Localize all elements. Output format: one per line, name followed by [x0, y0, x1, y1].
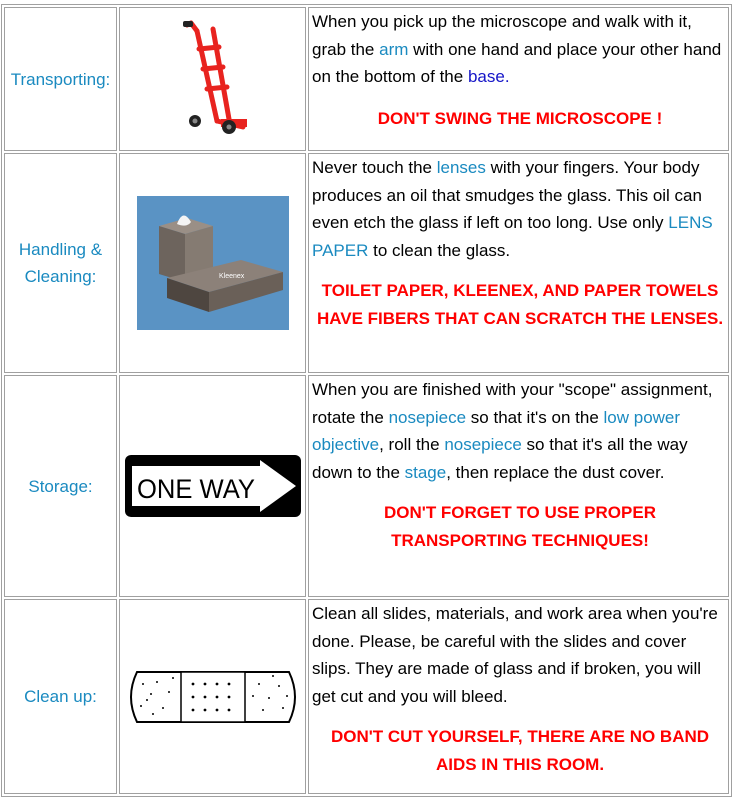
label-cell: [4, 153, 117, 373]
text-segment: When you are finished with your "scope" assignment, rotate the: [312, 380, 713, 427]
text-segment: with one hand and place your other hand on the bottom of the: [312, 39, 722, 86]
table-row-handling-cleaning: [4, 153, 729, 373]
image-cell: [119, 375, 306, 597]
arm-link[interactable]: arm: [379, 39, 409, 59]
image-cell: [119, 599, 306, 794]
low-power-objective-link[interactable]: low power objective: [312, 407, 681, 454]
text-segment: to clean the glass.: [368, 240, 511, 260]
row-label-storage: Storage:: [28, 476, 93, 496]
warning-text: TOILET PAPER, KLEENEX, AND PAPER TOWELS HAVE FIBERS THAT CAN SCRATCH THE LENSES.: [316, 281, 724, 328]
image-cell: [119, 153, 306, 373]
row-description: [312, 154, 728, 264]
row-description: Clean all slides, materials, and work area when you're done. Please, be careful with the slides and cover slips. They are made of glass and if broken, you will get cut and you will bleed.: [312, 604, 718, 706]
text-segment: , roll the: [379, 435, 445, 454]
microscope-care-table: [1, 4, 732, 797]
box-brand-text: Kleenex: [218, 273, 244, 280]
label-cell: [4, 7, 117, 151]
row-description: [312, 376, 728, 486]
text-cell: [308, 153, 729, 373]
one-way-sign-icon: [124, 454, 302, 518]
text-cell: [308, 7, 729, 151]
text-segment: When you pick up the microscope and walk with it, grab the: [312, 12, 692, 59]
table-row-storage: [4, 375, 729, 597]
lens-paper-link[interactable]: LENS PAPER: [312, 213, 713, 260]
text-segment: .: [504, 67, 510, 86]
row-label-handling-cleaning: Handling & Cleaning:: [18, 240, 103, 286]
nosepiece-link[interactable]: nosepiece: [388, 407, 467, 427]
text-cell: [308, 375, 729, 597]
warning-text: DON'T SWING THE MICROSCOPE !: [377, 108, 663, 128]
label-cell: [4, 375, 117, 597]
row-label-clean-up: Clean up:: [24, 687, 97, 706]
text-segment: with your fingers. Your body produces an oil that smudges the glass. This oil can even etch the glass if left on too long. Use only: [312, 158, 702, 232]
tissue-boxes-icon: [137, 196, 289, 330]
text-cell: [308, 599, 729, 794]
warning-text: DON'T CUT YOURSELF, THERE ARE NO BAND AIDS IN THIS ROOM.: [330, 727, 710, 774]
image-cell: [119, 7, 306, 151]
warning-text: DON'T FORGET TO USE PROPER TRANSPORTING TECHNIQUES!: [384, 503, 656, 550]
text-segment: so that it's all the way down to the: [312, 435, 688, 482]
band-aid-icon: [123, 664, 303, 730]
row-description: [312, 8, 728, 91]
stage-link[interactable]: stage: [404, 462, 447, 482]
table-row-clean-up: [4, 599, 729, 794]
table-row-transporting: [4, 7, 729, 151]
nosepiece-link-2[interactable]: nosepiece: [444, 435, 522, 454]
text-segment: Never touch the: [312, 158, 437, 177]
base-link[interactable]: base: [467, 67, 505, 86]
label-cell: [4, 599, 117, 794]
row-label-transporting: Transporting:: [10, 69, 111, 89]
hand-truck-icon: [173, 19, 253, 139]
lenses-link[interactable]: lenses: [436, 158, 486, 177]
text-segment: so that it's on the: [466, 407, 604, 427]
sign-text: ONE WAY: [136, 474, 255, 504]
text-segment: , then replace the dust cover.: [446, 462, 665, 482]
